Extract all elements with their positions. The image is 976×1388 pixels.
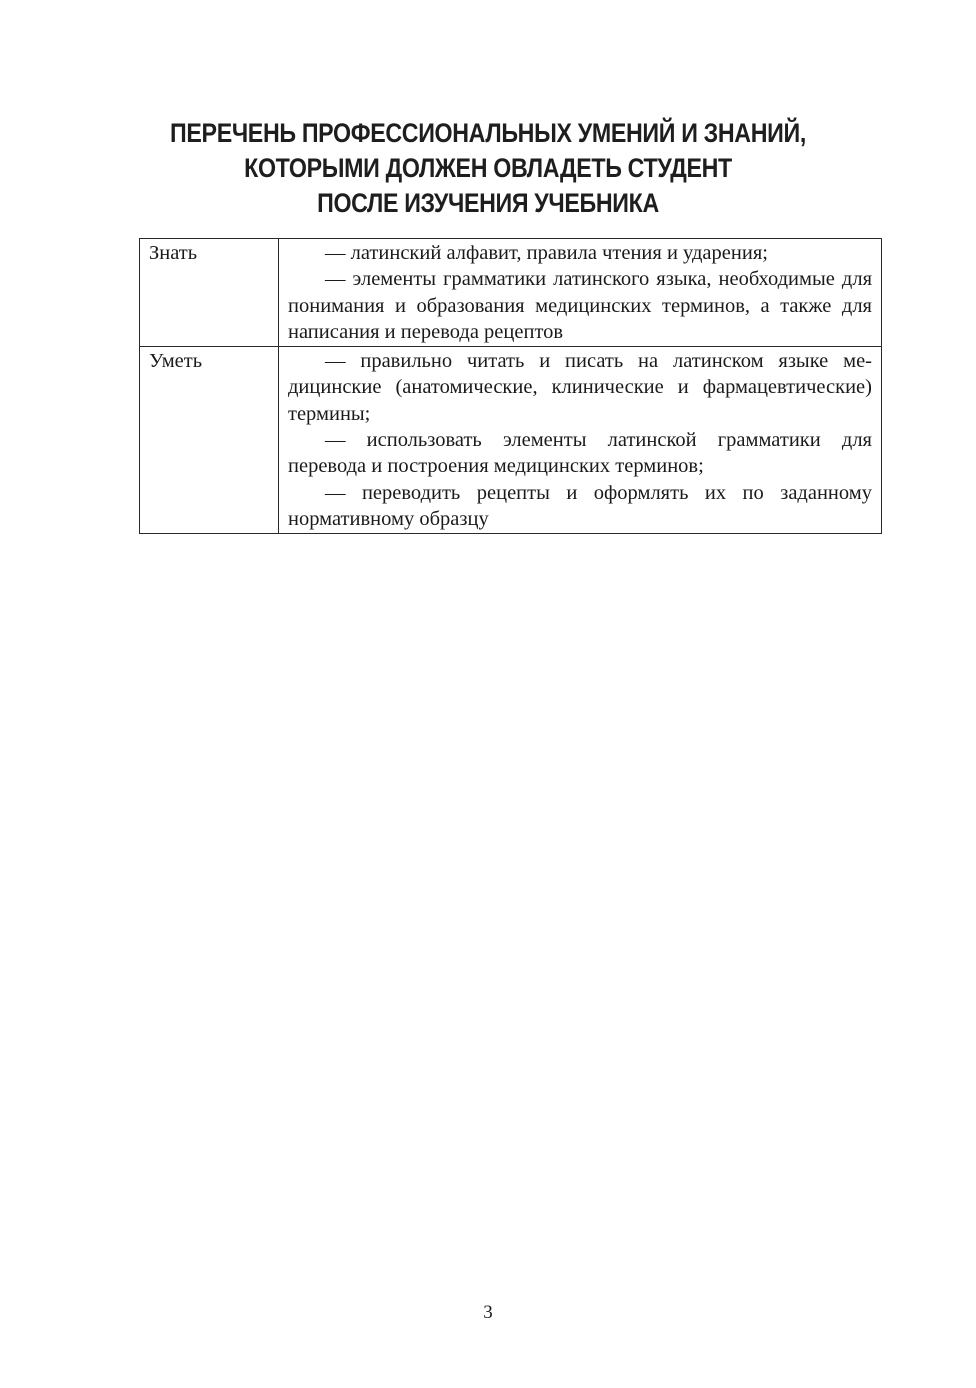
list-item: — латинский алфавит, правила чтения и ударения; [325,242,768,264]
row-content-can [279,347,882,534]
table-row-know [140,239,882,347]
skills-table [139,238,882,534]
page-number: 3 [483,1302,493,1323]
list-item: — использовать элементы латинской грамматики для перевода и построения медицинских терминов; [288,429,872,478]
list-item: — переводить рецепты и оформлять их по заданному нормативному образцу [288,481,872,530]
title-line-3: ПОСЛЕ ИЗУЧЕНИЯ УЧЕБНИКА [317,188,659,218]
row-content-know [279,239,882,347]
row-label-know: Знать [140,239,279,347]
list-item: — правильно читать и писать на латинском языке медицинские (анатомические, клинические и фармацевтические) термины; [288,350,872,425]
list-item: — элементы грамматики латинского языка, необходимые для понимания и образования медицинских терминов, а также для написания и перевода рецептов [288,268,872,343]
page-title [68,116,907,221]
row-label-can: Уметь [140,347,279,534]
title-line-1: ПЕРЕЧЕНЬ ПРОФЕССИОНАЛЬНЫХ УМЕНИЙ И ЗНАНИЙ, [170,118,806,148]
table-row-can [140,347,882,534]
title-line-2: КОТОРЫМИ ДОЛЖЕН ОВЛАДЕТЬ СТУДЕНТ [244,153,732,183]
